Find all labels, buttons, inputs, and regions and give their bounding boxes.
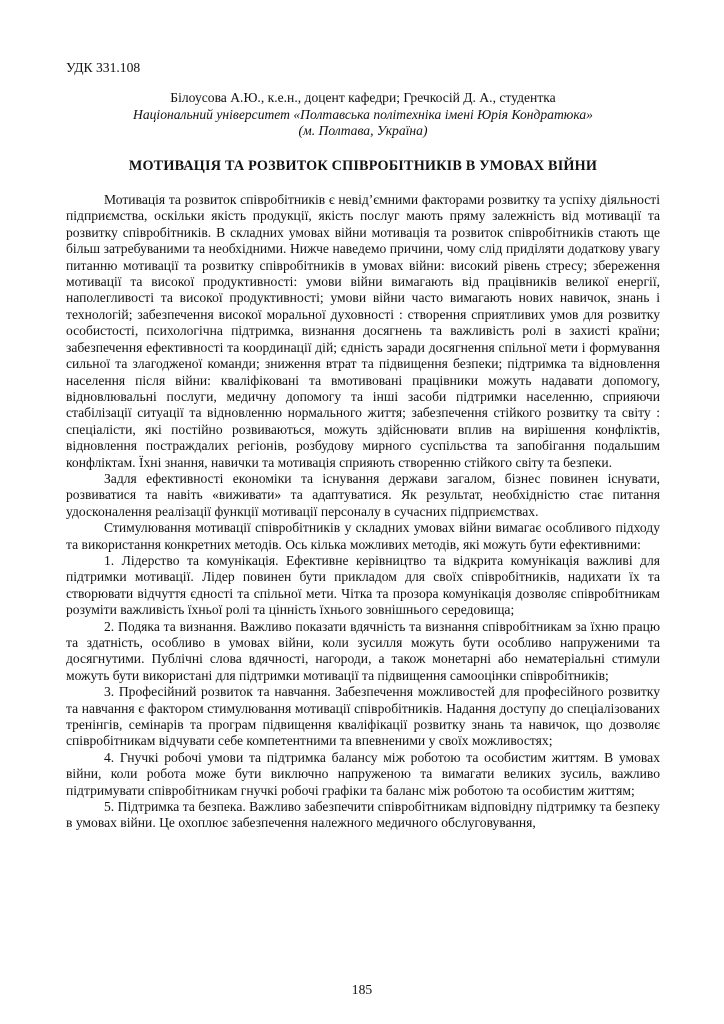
- paper-body: [66, 192, 660, 832]
- paper-title: МОТИВАЦІЯ ТА РОЗВИТОК СПІВРОБІТНИКІВ В УМОВАХ ВІЙНИ: [128, 157, 598, 174]
- affiliation-line: Національний університет «Полтавська політехніка імені Юрія Кондратюка»: [133, 106, 593, 122]
- paragraph-4: 1. Лідерство та комунікація. Ефективне керівництво та відкрита комунікація важливі для підтримки мотивації. Лідер повинен бути прикладом для своїх співробітників, надихати їх та створювати відчуття єдності та спільної мети. Чітка та прозора комунікація дозволяє співробітникам розуміти важливість їхньої ролі та цінність їхнього зовнішнього середовища;: [66, 552, 660, 618]
- paragraph-5: 2. Подяка та визнання. Важливо показати вдячність та визнання співробітникам за їхню працю та здатність, особливо в умовах війни, коли зусилля можуть бути особливо напруженими та досягнутими. Публічні слова вдячності, нагороди, а також монетарні або нематеріальні стимули можуть бути використані для підтримки мотивації та підвищення самооцінки співробітників;: [66, 618, 660, 683]
- location-line: (м. Полтава, Україна): [298, 123, 428, 139]
- paragraph-2: Задля ефективності економіки та існування держави загалом, бізнес повинен існувати, розвиватися та навіть «виживати» та адаптуватися. Як результат, необхідністю стає питання удосконалення реалізації функції мотивації персоналу в сучасних підприємствах.: [66, 470, 660, 519]
- paragraph-8: 5. Підтримка та безпека. Важливо забезпечити співробітникам відповідну підтримку та безпеку в умовах війни. Це охоплює забезпечення належного медичного обслуговування,: [66, 799, 660, 831]
- paragraph-3: Стимулювання мотивації співробітників у складних умовах війни вимагає особливого підходу та використання конкретних методів. Ось кілька можливих методів, які можуть бути ефективними:: [66, 520, 660, 552]
- paragraph-6: 3. Професійний розвиток та навчання. Забезпечення можливостей для професійного розвитку та навчання є фактором стимулювання мотивації співробітників. Надання доступу до спеціалізованих тренінгів, семінарів та програм підвищення кваліфікації розвитку знань та навичок, що дозволяє співробітникам відчувати себе компетентними та впевненими у своїх можливостях;: [66, 684, 660, 749]
- page-number: 185: [351, 981, 373, 997]
- paragraph-1: Мотивація та розвиток співробітників є невід’ємними факторами розвитку та успіху діяльності підприємства, оскільки якість продукції, якість послуг мають пряму залежність від мотивації та розвитку співробітників. В складних умовах війни мотивація та розвиток співробітників стають ще більш затребуваними та необхідними. Нижче наведемо причини, чому слід приділяти додаткову увагу питанню мотивації та розвитку співробітників в умовах війни: високий рівень стресу; збереження мотивації та високої продуктивності: умови війни вимагають від працівників великої енергії, наполегливості та високої продуктивності; умови війни часто вимагають нових навичок, знань і технологій; забезпечення високої моральної духовності : створення сприятливих умов для розвитку особистості, психологічна підтримка, визнання досягнень та важливість ролі в захисті країни; забезпечення ефективності та координації дій; єдність заради досягнення спільної мети і формування сильної та злагодженої команди; зниження втрат та підвищення безпеки; підтримка та відновлення населення після війни: кваліфіковані та вмотивовані працівники можуть надавати допомогу, відновлювальні послуги, медичну допомогу та інші засоби підтримки населенню, сприяючи стабілізації ситуації та відновленню нормального життя; забезпечення стійкого розвитку та світу : спеціалісти, які постійно розвиваються, можуть здійснювати вплив на вирішення конфліктів, відновлення постраждалих регіонів, розбудову мирного суспільства та запобігання подальшим конфліктам. Їхні знання, навички та мотивація сприяють створенню стійкого світу та безпеки.: [66, 192, 660, 470]
- authors-line: Білоусова А.Ю., к.е.н., доцент кафедри; Гречкосій Д. А., студентка: [170, 90, 556, 106]
- paragraph-7: 4. Гнучкі робочі умови та підтримка балансу між роботою та особистим життям. В умовах війни, коли робота може бути виключно напруженою та вимагати великих зусиль, важливо підтримувати співробітникам гнучкі робочі графіки та баланс між роботою та особистим життям;: [66, 749, 660, 798]
- udk-number: УДК 331.108: [66, 60, 141, 75]
